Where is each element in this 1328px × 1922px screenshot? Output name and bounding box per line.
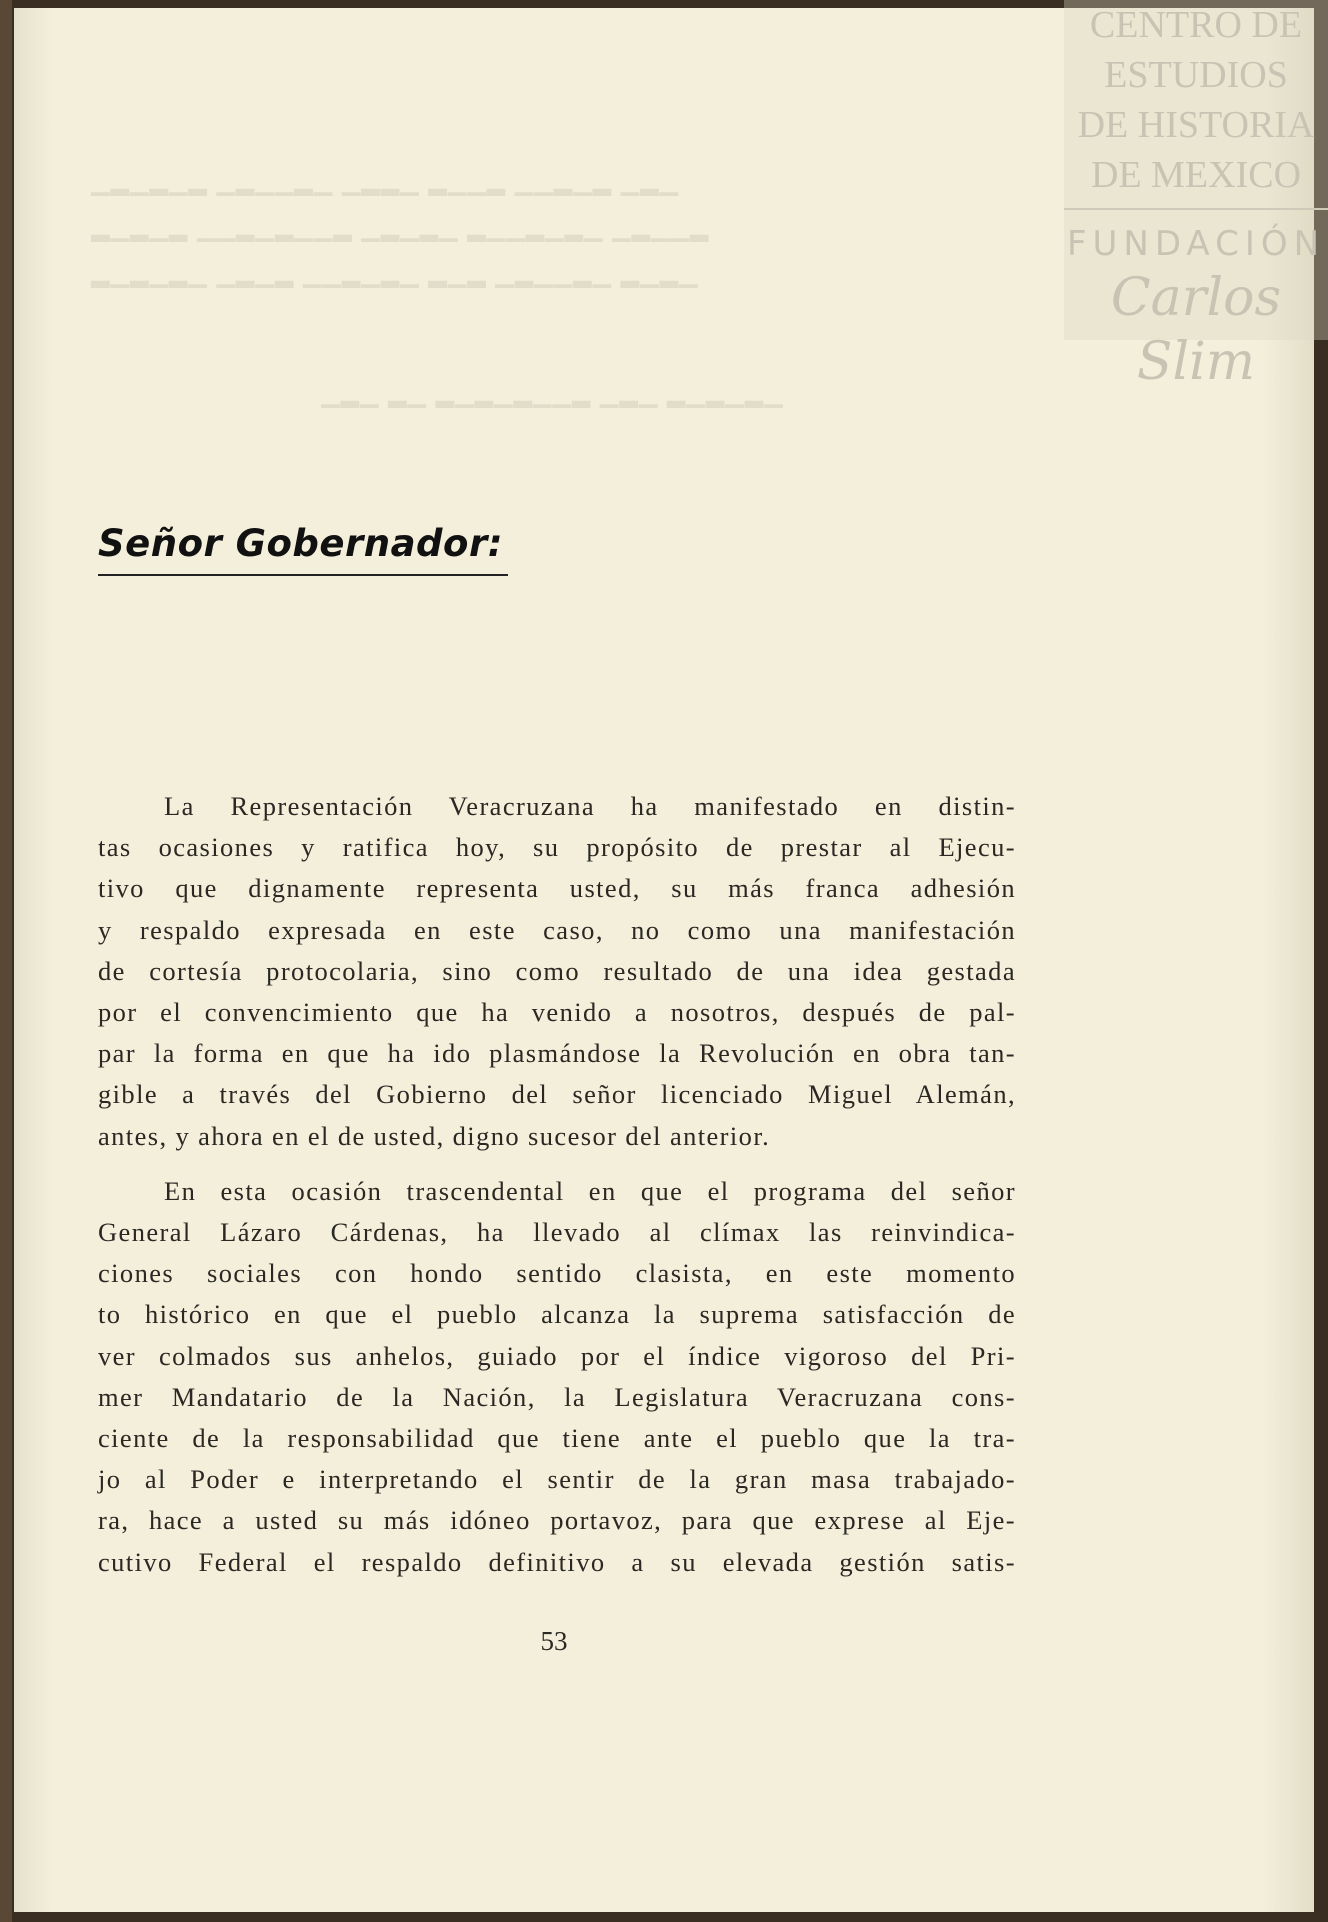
bleed-through-decoration: ▁▂▁▂▁▂ ▁▂▁ ▂▁▁▂▁▂▁▂ ▁▂ ▁▂▁ xyxy=(320,380,783,408)
text-line: ra, hace a usted su más idóneo portavoz, para que exprese al Eje- xyxy=(98,1505,1016,1536)
text-line: cutivo Federal el respaldo definitivo a su elevada gestión satis- xyxy=(98,1546,1016,1577)
foundation-watermark xyxy=(1064,0,1328,392)
text-line: General Lázaro Cárdenas, ha llevado al clímax las reinvindica- xyxy=(98,1217,1016,1248)
text-line: por el convencimiento que ha venido a nosotros, después de pal- xyxy=(98,997,1016,1028)
bleed-through-decoration: ▁▂▁ ▂▁▂▁▁ ▂▁▁▂ ▁▂▂▁ ▁▂▁▁▂▁ ▂▁▂▁▂▁ xyxy=(90,168,678,196)
watermark-line: ESTUDIOS xyxy=(1104,54,1288,96)
watermark-line: CENTRO DE xyxy=(1089,4,1303,46)
bleed-through-decoration: ▂▁▁▂▁ ▁▂▁▂▁▁▂ ▁▂▁▂▁ ▂▁▁▂▁▂▁▁ ▂▁▂▁▂ xyxy=(90,214,709,242)
watermark-foundation: FUNDACIÓN xyxy=(1066,224,1326,264)
salutation-heading: Señor Gobernador: xyxy=(98,522,504,565)
text-line: antes, y ahora en el de usted, digno sucesor del anterior. xyxy=(98,1120,771,1151)
page-number: 53 xyxy=(540,1626,568,1656)
text-line: tivo que dignamente representa usted, su más franca adhesión xyxy=(98,873,1016,904)
text-line: jo al Poder e interpretando el sentir de la gran masa trabajado- xyxy=(98,1464,1016,1495)
watermark-divider xyxy=(1064,208,1328,210)
body-text xyxy=(98,786,1016,1583)
text-line: En esta ocasión trascendental en que el programa del señor xyxy=(164,1175,1016,1206)
text-line: La Representación Veracruzana ha manifestado en distin- xyxy=(164,791,1016,821)
watermark-line: DE HISTORIA xyxy=(1077,104,1315,146)
text-line: to histórico en que el pueblo alcanza la suprema satisfacción de xyxy=(98,1299,1016,1330)
heading-underline xyxy=(98,574,508,576)
text-line: ciente de la responsabilidad que tiene ante el pueblo que la tra- xyxy=(98,1423,1016,1454)
text-line: mer Mandatario de la Nación, la Legislatura Veracruzana cons- xyxy=(98,1381,1016,1412)
text-line: y respaldo expresada en este caso, no como una manifestación xyxy=(98,914,1016,945)
paragraph-gap xyxy=(98,1157,1016,1171)
text-line: par la forma en que ha ido plasmándose la Revolución en obra tan- xyxy=(98,1038,1016,1069)
text-line: ciones sociales con hondo sentido clasista, en este momento xyxy=(98,1258,1016,1289)
text-line: ver colmados sus anhelos, guiado por el índice vigoroso del Pri- xyxy=(98,1340,1016,1371)
bleed-through-decoration: ▁▂▁▂ ▁▂▁▁▂▁ ▂▁▂ ▁▂▁▂▁▁ ▂▁▂▁ ▁▂▁▂▁▂ xyxy=(90,260,698,288)
watermark-signature: Carlos Slim xyxy=(1110,268,1282,392)
text-line: de cortesía protocolaria, sino como resultado de una idea gestada xyxy=(98,955,1016,986)
text-line: tas ocasiones y ratifica hoy, su propósito de prestar al Ejecu- xyxy=(98,832,1016,863)
watermark-line: DE MEXICO xyxy=(1090,154,1302,196)
text-line: gible a través del Gobierno del señor licenciado Miguel Alemán, xyxy=(98,1079,1016,1110)
